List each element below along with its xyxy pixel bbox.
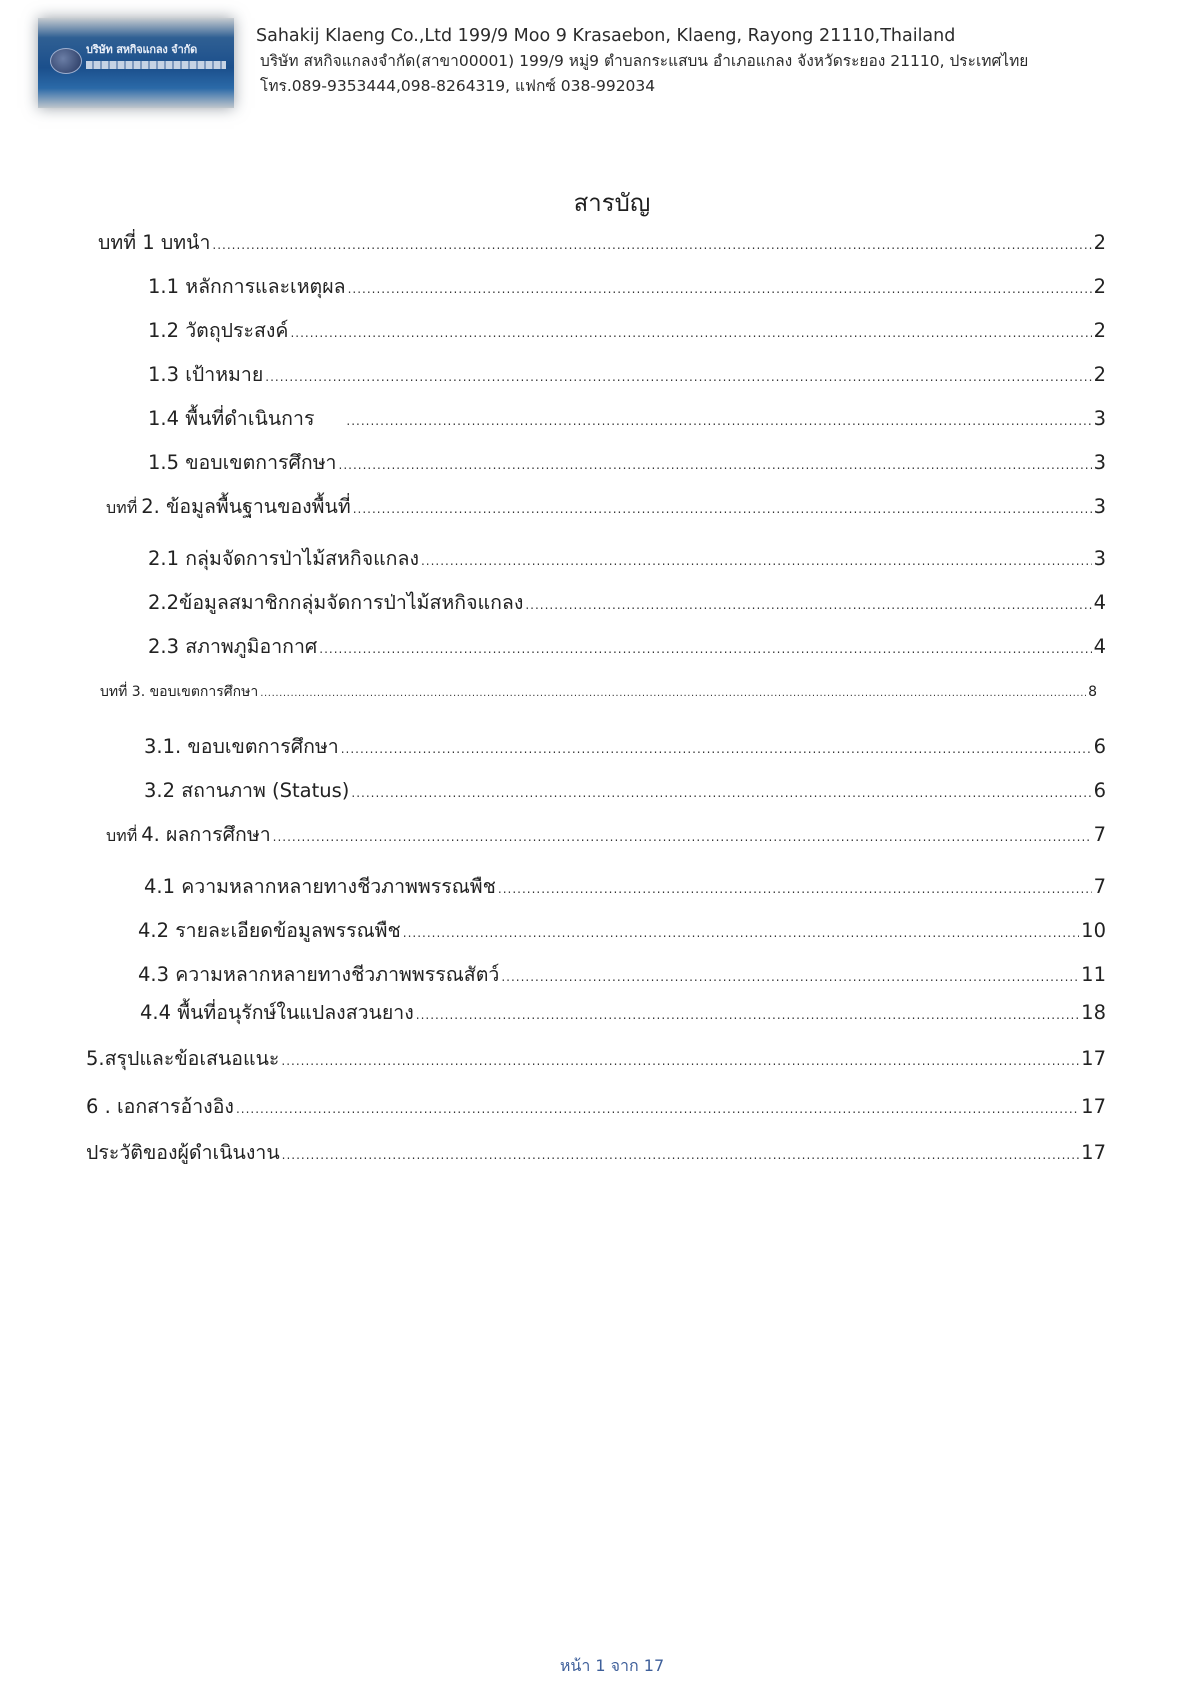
toc-entry-1-3[interactable] <box>148 362 1106 390</box>
toc-leader <box>273 824 1092 850</box>
toc-leader <box>403 920 1079 946</box>
toc-entry-label: 2.1 กลุ่มจัดการป่าไม้สหกิจแกลง <box>148 547 419 570</box>
logo-emblem-icon <box>50 48 82 74</box>
toc-leader <box>290 320 1091 346</box>
toc-entry-page: 17 <box>1081 1095 1106 1118</box>
toc-entry-page: 3 <box>1093 451 1106 474</box>
toc-leader <box>341 736 1092 762</box>
toc-leader <box>353 496 1092 522</box>
toc-entry-2-1[interactable] <box>148 546 1106 574</box>
toc-leader <box>319 636 1091 662</box>
toc-leader <box>421 548 1092 574</box>
toc-entry-references[interactable] <box>86 1094 1106 1122</box>
toc-entry-2-3[interactable] <box>148 634 1106 662</box>
toc-entry-label: 2. ข้อมูลพื้นฐานของพื้นที่ <box>141 495 351 518</box>
toc-entry-chapter-2[interactable] <box>106 494 1106 522</box>
toc-entry-label: 1.3 เป้าหมาย <box>148 363 264 386</box>
toc-entry-page: 10 <box>1081 919 1106 942</box>
toc-leader <box>525 592 1091 618</box>
toc-entry-label: บทที่ 3. ขอบเขตการศึกษา <box>100 684 259 700</box>
toc-leader <box>498 876 1092 902</box>
toc-entry-page: 2 <box>1093 363 1106 386</box>
toc-entry-label: บทที่ 1 บทนำ <box>98 231 211 254</box>
toc-leader <box>260 684 1086 704</box>
page-number: หน้า 1 จาก 17 <box>559 1656 665 1675</box>
logo-subtext-icon <box>86 61 226 69</box>
toc-entry-page: 2 <box>1093 231 1106 254</box>
toc-entry-label: 2.2ข้อมูลสมาชิกกลุ่มจัดการป่าไม้สหกิจแกลง <box>148 591 524 614</box>
toc-entry-page: 4 <box>1093 591 1106 614</box>
toc-entry-label: 4.4 พื้นที่อนุรักษ์ในแปลงสวนยาง <box>140 1001 414 1024</box>
toc-title: สารบัญ <box>573 189 651 217</box>
toc-entry-label: 6 . เอกสารอ้างอิง <box>86 1095 234 1118</box>
company-header <box>256 24 1156 98</box>
toc-entry-page: 6 <box>1093 779 1106 802</box>
toc-entry-page: 18 <box>1081 1001 1106 1024</box>
toc-leader <box>282 1142 1080 1168</box>
toc-entry-page: 7 <box>1093 823 1106 846</box>
toc-entry-page: 7 <box>1093 875 1106 898</box>
toc-entry-1-1[interactable] <box>148 274 1106 302</box>
toc-entry-label: 3.1. ขอบเขตการศึกษา <box>144 735 339 758</box>
toc-entry-page: 17 <box>1081 1047 1106 1070</box>
toc-entry-label: 4.1 ความหลากหลายทางชีวภาพพรรณพืช <box>144 875 496 898</box>
toc-entry-prefix: บทที่ <box>106 498 138 517</box>
toc-entry-1-5[interactable] <box>148 450 1106 478</box>
toc-entry-label: 1.4 พื้นที่ดำเนินการ <box>148 407 315 430</box>
toc-entry-page: 2 <box>1093 319 1106 342</box>
toc-leader <box>281 1048 1079 1074</box>
toc-entry-4-1[interactable] <box>144 874 1106 902</box>
logo-text: บริษัท สหกิจแกลง จำกัด <box>86 44 198 56</box>
toc-entry-label: 2.3 สภาพภูมิอากาศ <box>148 635 318 658</box>
toc-entry-3-2[interactable] <box>144 778 1106 806</box>
toc-entry-page: 3 <box>1093 547 1106 570</box>
toc-entry-label: ประวัติของผู้ดำเนินงาน <box>86 1141 280 1164</box>
toc-leader <box>348 276 1092 302</box>
company-name-english: Sahakij Klaeng Co.,Ltd 199/9 Moo 9 Krasaebon, Klaeng, Rayong 21110,Thailand <box>256 26 956 46</box>
toc-leader <box>212 232 1091 258</box>
toc-entry-4-4[interactable] <box>140 1000 1106 1028</box>
toc-leader <box>236 1096 1079 1122</box>
toc-leader <box>416 1002 1079 1028</box>
toc-entry-page: 17 <box>1081 1141 1106 1164</box>
toc-entry-page: 6 <box>1093 735 1106 758</box>
toc-entry-chapter-1[interactable] <box>98 230 1106 258</box>
toc-entry-page: 8 <box>1088 684 1097 700</box>
toc-entry-4-2[interactable] <box>138 918 1106 946</box>
toc-entry-page: 3 <box>1093 495 1106 518</box>
toc-leader <box>351 780 1091 806</box>
toc-entry-label: 1.1 หลักการและเหตุผล <box>148 275 346 298</box>
toc-entry-4-3[interactable] <box>138 962 1106 990</box>
toc-entry-1-2[interactable] <box>148 318 1106 346</box>
company-logo <box>38 18 234 108</box>
toc-leader <box>265 364 1091 390</box>
toc-entry-author-bio[interactable] <box>86 1140 1106 1168</box>
toc-entry-label: 5.สรุปและข้อเสนอแนะ <box>86 1047 280 1070</box>
toc-entry-page: 11 <box>1081 963 1106 986</box>
toc-entry-page: 4 <box>1093 635 1106 658</box>
toc-entry-label: 4.3 ความหลากหลายทางชีวภาพพรรณสัตว์ <box>138 963 500 986</box>
toc-entry-chapter-4[interactable] <box>106 822 1106 850</box>
toc-entry-page: 3 <box>1093 407 1106 430</box>
toc-entry-3-1[interactable] <box>144 734 1106 762</box>
toc-entry-label: 4.2 รายละเอียดข้อมูลพรรณพืช <box>138 919 401 942</box>
toc-entry-summary[interactable] <box>86 1046 1106 1074</box>
toc-entry-label: 1.5 ขอบเขตการศึกษา <box>148 451 337 474</box>
toc-entry-page: 2 <box>1093 275 1106 298</box>
toc-entry-chapter-3[interactable] <box>100 682 1097 704</box>
toc-leader <box>501 964 1079 990</box>
toc-leader <box>346 408 1091 434</box>
toc-leader <box>339 452 1092 478</box>
toc-entry-label: 3.2 สถานภาพ (Status) <box>144 779 350 802</box>
company-contact: โทร.089-9353444,098-8264319, แฟกซ์ 038-992034 <box>260 77 656 95</box>
company-address-thai: บริษัท สหกิจแกลงจำกัด(สาขา00001) 199/9 หมู่9 ตำบลกระแสบน อำเภอแกลง จังหวัดระยอง 21110, ประเทศไทย <box>260 52 1029 70</box>
toc-entry-label: 4. ผลการศึกษา <box>141 823 271 846</box>
toc-entry-2-2[interactable] <box>148 590 1106 618</box>
toc-entry-1-4[interactable] <box>148 406 1106 434</box>
toc-entry-label: 1.2 วัตถุประสงค์ <box>148 319 289 342</box>
toc-entry-prefix: บทที่ <box>106 826 138 845</box>
